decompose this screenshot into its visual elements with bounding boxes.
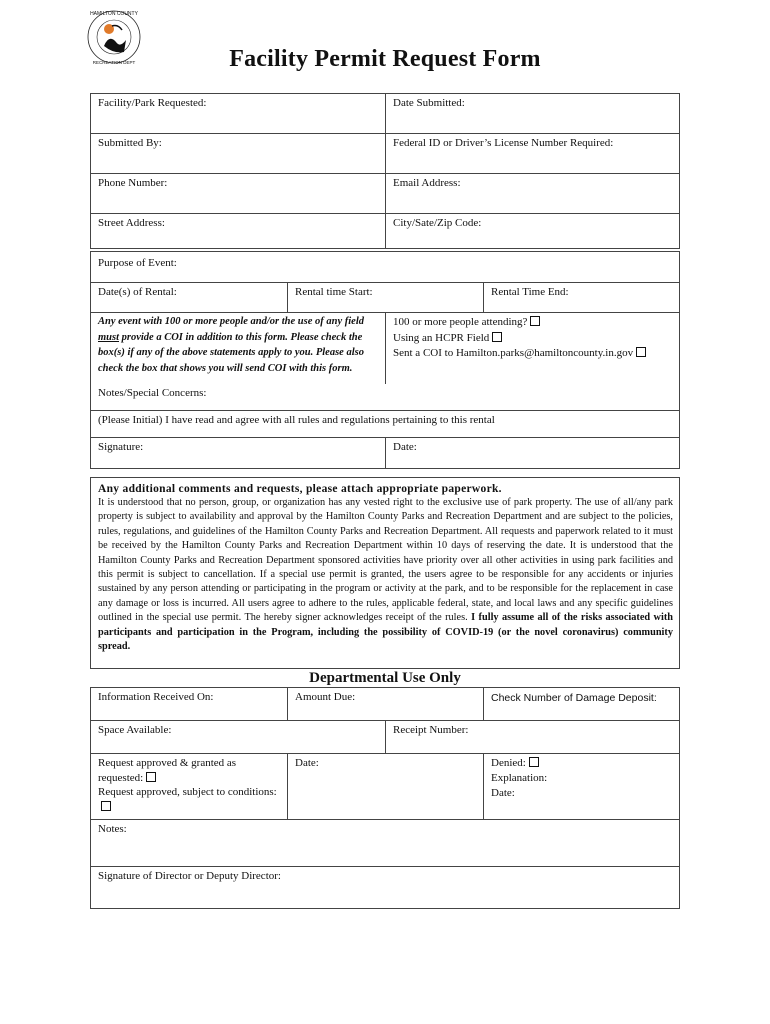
- approval-options: [91, 754, 281, 819]
- page-title: Facility Permit Request Form: [229, 46, 541, 72]
- check-number-field[interactable]: Check Number of Damage Deposit:: [491, 692, 657, 704]
- terms-heading: Any additional comments and requests, please attach appropriate paperwork.: [98, 483, 502, 495]
- coi-checklist: [386, 313, 679, 383]
- denial-section: [484, 754, 679, 819]
- coi-sent-checkbox-row[interactable]: Sent a COI to Hamilton.parks@hamiltoncounty.in.gov: [393, 346, 679, 362]
- signature-field[interactable]: Signature:: [98, 441, 144, 453]
- checkbox[interactable]: [101, 801, 111, 811]
- city-field[interactable]: City/Sate/Zip Code:: [393, 217, 482, 229]
- covid-risk-acknowledgement: I fully assume all of the risks associated with participants and participation in the Program, including the possibility of COVID-19 (or the novel coronavirus) community spread.: [98, 612, 673, 653]
- field-checkbox-row[interactable]: Using an HCPR Field: [393, 331, 679, 347]
- email-field[interactable]: Email Address:: [393, 177, 461, 189]
- checkbox[interactable]: [146, 772, 156, 782]
- facility-field[interactable]: Facility/Park Requested:: [98, 97, 207, 109]
- coi-instructions: Any event with 100 or more people and/or the use of any field must provide a COI in addition to this form. Please check the box(s) if any of the above statements apply to you. Please also check the box that shows you will send COI with this form.: [98, 316, 364, 374]
- director-signature-field[interactable]: Signature of Director or Deputy Director:: [98, 870, 281, 882]
- info-received-field[interactable]: Information Received On:: [98, 691, 214, 703]
- departmental-title: Departmental Use Only: [309, 670, 461, 686]
- phone-field[interactable]: Phone Number:: [98, 177, 168, 189]
- amount-due-field[interactable]: Amount Due:: [295, 691, 356, 703]
- terms-body: It is understood that no person, group, or organization has any vested right to the exclusive use of park property. The use of all/any park property is subject to availability and approval by the Hamilton County Parks and Recreation Department and are subject to the policies, rules, regulations, and guidelines of the Hamilton County Parks and Recreation Department. All requests and paperwork related to it must be received by the Hamilton County Parks and Recreation Department within 10 days of reserving the date. It is understood that the Hamilton County Parks and Recreation Department sponsored activities have priority over all other activities in using park facilities and this permit is subject to cancellation. If a special use permit is granted, the users agree to be responsible for any accidents or injuries sustained by any person attending or participating in the program or activity at the park, and to be responsible for the replacement in case any damage or loss is incurred. All users agree to adhere to the rules, applicable federal, state, and local laws and any specific guidelines outlined in the special use permit. The hereby signer acknowledges receipt of the rules. I fully assume all of the risks associated with participants and participation in the Program, including the possibility of COVID-19 (or the novel coronavirus) community spread.: [98, 497, 673, 653]
- checkbox[interactable]: [529, 757, 539, 767]
- notes-field[interactable]: Notes/Special Concerns:: [98, 387, 207, 399]
- rental-dates-field[interactable]: Date(s) of Rental:: [98, 286, 177, 298]
- submitted-by-field[interactable]: Submitted By:: [98, 137, 162, 149]
- date-field[interactable]: Date:: [393, 441, 417, 453]
- explanation-field[interactable]: Explanation:: [491, 772, 548, 784]
- space-available-field[interactable]: Space Available:: [98, 724, 172, 736]
- date-submitted-field[interactable]: Date Submitted:: [393, 97, 465, 109]
- receipt-number-field[interactable]: Receipt Number:: [393, 724, 469, 736]
- rental-start-field[interactable]: Rental time Start:: [295, 286, 373, 298]
- approved-checkbox-row[interactable]: Request approved & granted as requested:: [98, 757, 237, 784]
- checkbox[interactable]: [530, 316, 540, 326]
- denial-date-field[interactable]: Date:: [491, 787, 515, 799]
- svg-text:HAMILTON COUNTY: HAMILTON COUNTY: [90, 11, 138, 17]
- dept-notes-field[interactable]: Notes:: [98, 823, 127, 835]
- approval-date-field[interactable]: Date:: [295, 757, 319, 769]
- approved-conditions-checkbox-row[interactable]: Request approved, subject to conditions:: [98, 785, 281, 814]
- svg-text:RECREATION DEPT: RECREATION DEPT: [92, 60, 136, 65]
- rental-end-field[interactable]: Rental Time End:: [491, 286, 569, 298]
- checkbox[interactable]: [636, 347, 646, 357]
- attendance-checkbox-row[interactable]: 100 or more people attending?: [393, 315, 679, 331]
- denied-checkbox-row[interactable]: Denied:: [491, 756, 679, 771]
- purpose-field[interactable]: Purpose of Event:: [98, 257, 177, 269]
- checkbox[interactable]: [492, 332, 502, 342]
- street-field[interactable]: Street Address:: [98, 217, 165, 229]
- initial-field[interactable]: (Please Initial) I have read and agree with all rules and regulations pertaining to this rental: [98, 414, 495, 426]
- federal-id-field[interactable]: Federal ID or Driver’s License Number Required:: [393, 137, 614, 149]
